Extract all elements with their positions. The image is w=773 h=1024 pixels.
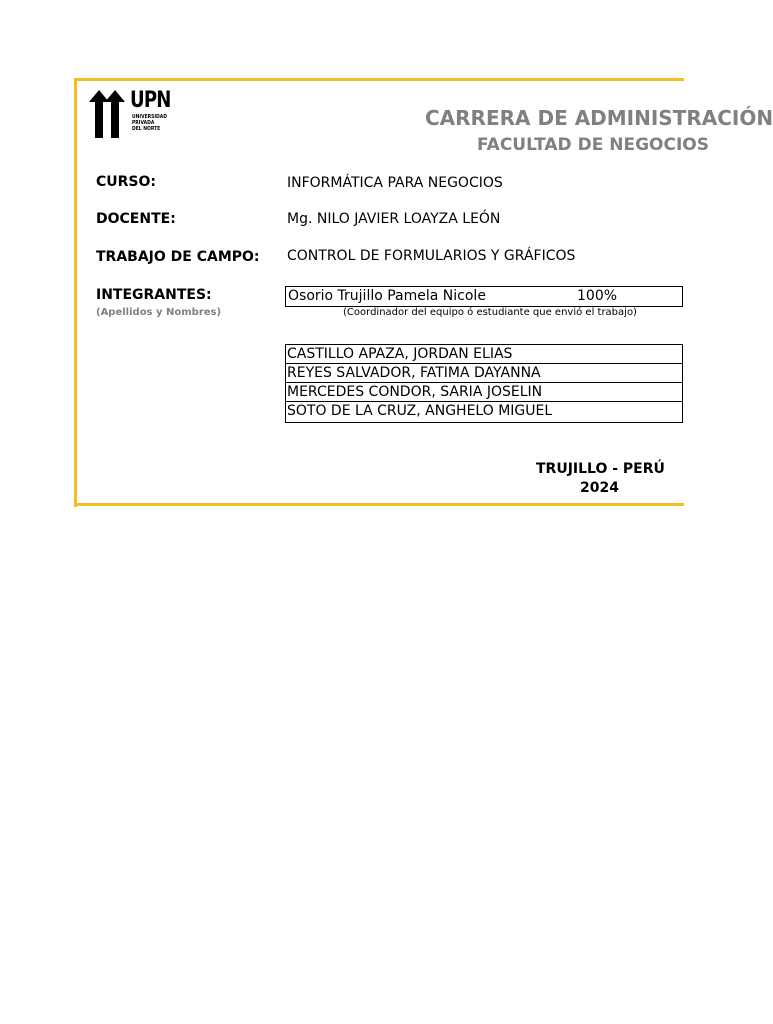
frame-top-border xyxy=(74,78,684,81)
city-label: TRUJILLO - PERÚ xyxy=(536,461,665,477)
members-table xyxy=(285,344,683,423)
frame-bottom-border xyxy=(74,503,684,506)
upn-arrows-icon xyxy=(89,90,129,140)
integrantes-label: INTEGRANTES: xyxy=(96,287,212,303)
logo-sub-line: UNIVERSIDAD xyxy=(132,114,167,120)
member-row: REYES SALVADOR, FATIMA DAYANNA xyxy=(286,364,682,383)
coordinator-cell xyxy=(285,286,683,307)
coordinator-percent: 100% xyxy=(577,288,618,304)
member-row: MERCEDES CONDOR, SARIA JOSELIN xyxy=(286,383,682,402)
member-row: SOTO DE LA CRUZ, ANGHELO MIGUEL xyxy=(287,403,553,419)
career-title: CARRERA DE ADMINISTRACIÓN xyxy=(425,106,773,130)
logo-sub-line: DEL NORTE xyxy=(132,126,161,132)
frame-left-border xyxy=(74,78,77,507)
faculty-title: FACULTAD DE NEGOCIOS xyxy=(477,135,709,155)
docente-value: Mg. NILO JAVIER LOAYZA LEÓN xyxy=(287,211,501,227)
cover-sheet xyxy=(74,78,773,505)
member-row: CASTILLO APAZA, JORDAN ELIAS xyxy=(286,345,682,364)
logo-sub-line: PRIVADA xyxy=(132,120,155,126)
integrantes-hint: (Apellidos y Nombres) xyxy=(96,307,222,318)
curso-label: CURSO: xyxy=(96,174,157,190)
curso-value: INFORMÁTICA PARA NEGOCIOS xyxy=(287,175,503,191)
docente-label: DOCENTE: xyxy=(96,211,176,227)
upn-logo xyxy=(89,89,179,141)
coordinator-note: (Coordinador del equipo ó estudiante que envió el trabajo) xyxy=(343,307,637,318)
year-label: 2024 xyxy=(580,480,619,496)
coordinator-name: Osorio Trujillo Pamela Nicole xyxy=(288,288,486,304)
trabajo-label: TRABAJO DE CAMPO: xyxy=(96,249,260,265)
trabajo-value: CONTROL DE FORMULARIOS Y GRÁFICOS xyxy=(287,248,576,264)
logo-subtitle xyxy=(132,114,186,132)
logo-wordmark: UPN xyxy=(130,88,171,113)
